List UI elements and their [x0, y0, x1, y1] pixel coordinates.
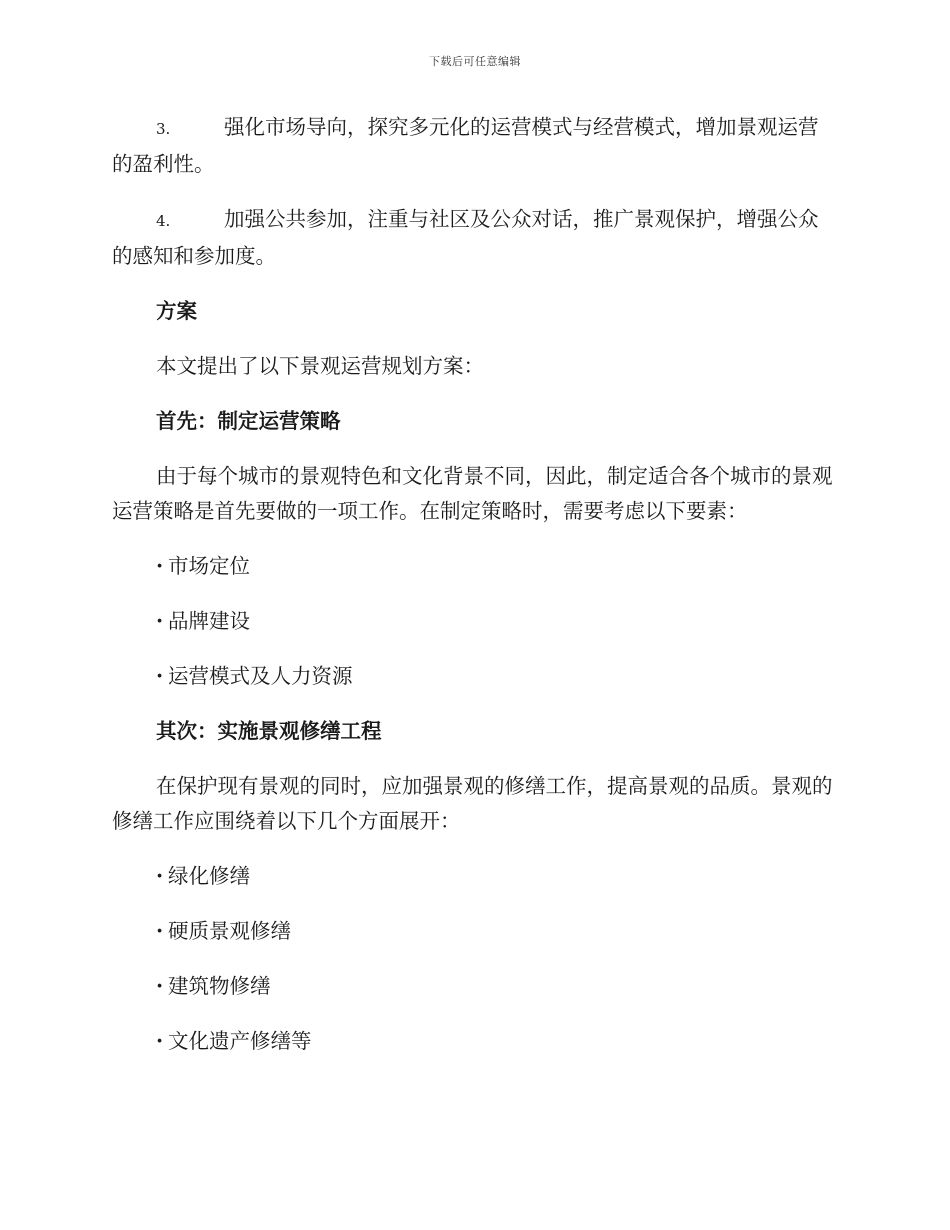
bullet-text: 硬质景观修缮 — [168, 919, 291, 943]
second-heading: 其次：实施景观修缮工程 — [156, 719, 382, 743]
item-number: 4. — [156, 212, 171, 230]
bullet-text: 市场定位 — [168, 554, 250, 578]
bullet-item — [112, 659, 836, 694]
bullet-text: 绿化修缮 — [168, 864, 250, 888]
bullet-icon: · — [156, 609, 164, 633]
bullet-item — [112, 969, 836, 1004]
bullet-icon: · — [156, 919, 164, 943]
item-text: 强化市场导向，探究多元化的运营模式与经营模式，增加景观运营的盈利性。 — [112, 115, 819, 176]
bullet-item — [112, 1024, 836, 1059]
bullet-icon: · — [156, 554, 164, 578]
intro-paragraph: 本文提出了以下景观运营规划方案： — [156, 354, 484, 378]
numbered-item-4 — [112, 202, 836, 274]
bullet-item — [112, 914, 836, 949]
bullet-text: 建筑物修缮 — [168, 974, 271, 998]
bullet-text: 运营模式及人力资源 — [168, 664, 353, 688]
bullet-text: 文化遗产修缮等 — [168, 1029, 312, 1053]
page-header: 下载后可任意编辑 — [429, 55, 521, 68]
bullet-item — [112, 859, 836, 894]
bullet-icon: · — [156, 974, 164, 998]
bullet-icon: · — [156, 1029, 164, 1053]
item-number: 3. — [156, 120, 171, 138]
item-text: 加强公共参加，注重与社区及公众对话，推广景观保护，增强公众的感知和参加度。 — [112, 207, 819, 268]
second-body-paragraph: 在保护现有景观的同时，应加强景观的修缮工作，提高景观的品质。景观的修缮工作应围绕着以下几个方面展开： — [112, 774, 833, 833]
bullet-text: 品牌建设 — [168, 609, 250, 633]
bullet-item — [112, 604, 836, 639]
section-title: 方案 — [156, 299, 197, 323]
first-heading: 首先：制定运营策略 — [156, 409, 341, 433]
bullet-icon: · — [156, 664, 164, 688]
numbered-item-3 — [112, 110, 836, 182]
first-body-paragraph: 由于每个城市的景观特色和文化背景不同，因此，制定适合各个城市的景观运营策略是首先要做的一项工作。在制定策略时，需要考虑以下要素： — [112, 464, 833, 523]
bullet-icon: · — [156, 864, 164, 888]
bullet-item — [112, 549, 836, 584]
document-body — [112, 110, 836, 1079]
